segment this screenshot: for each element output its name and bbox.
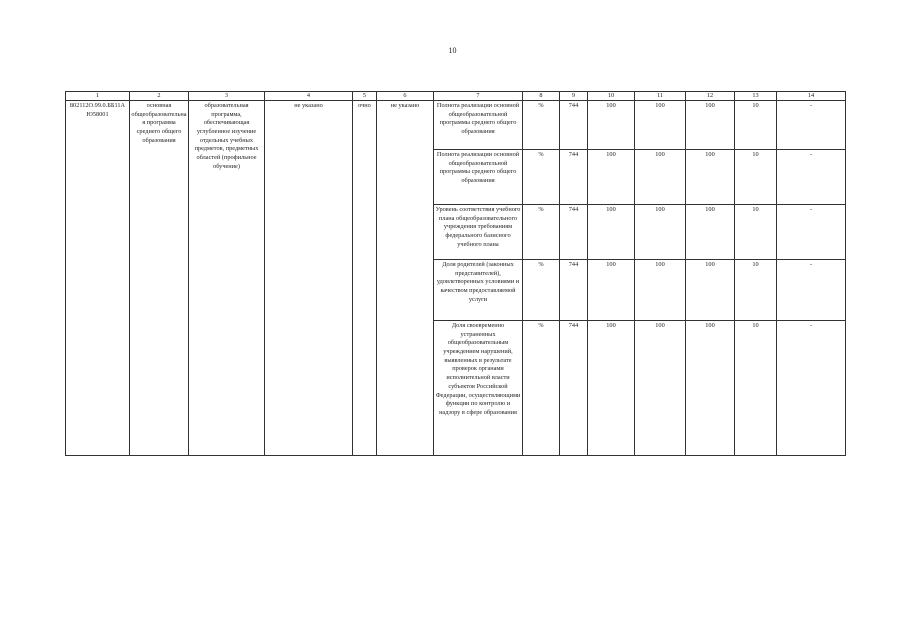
indicator-name-cell: Полнота реализации основной общеобразовательной программы среднего общего образования	[434, 150, 523, 205]
value-cell: 100	[588, 101, 635, 150]
deviation-cell: 10	[735, 321, 777, 456]
column-header: 13	[735, 92, 777, 101]
unit-cell: %	[523, 321, 560, 456]
column-header: 7	[434, 92, 523, 101]
note-cell: -	[777, 150, 846, 205]
program-type-cell: образовательная программа, обеспечивающая углубленное изучение отдельных учебных предметов, предметных областей (профильное обучение)	[189, 101, 265, 456]
okei-cell: 744	[560, 260, 588, 321]
value-cell: 100	[686, 101, 735, 150]
column-header: 14	[777, 92, 846, 101]
column-header: 1	[66, 92, 130, 101]
page-number: 10	[448, 46, 457, 55]
deviation-cell: 10	[735, 205, 777, 260]
column-header: 4	[265, 92, 353, 101]
services-quality-table	[65, 91, 846, 456]
indicator-name-cell: Уровень соответствия учебного плана общеобразовательного учреждения требованиям федерального базисного учебного плана	[434, 205, 523, 260]
category-cell: не указано	[265, 101, 353, 456]
value-cell: 100	[635, 205, 686, 260]
okei-cell: 744	[560, 321, 588, 456]
value-cell: 100	[686, 205, 735, 260]
column-header: 3	[189, 92, 265, 101]
note-cell: -	[777, 260, 846, 321]
program-cell: основная общеобразовательная программа среднего общего образования	[130, 101, 189, 456]
value-cell: 100	[635, 101, 686, 150]
value-cell: 100	[635, 321, 686, 456]
deviation-cell: 10	[735, 150, 777, 205]
note-cell: -	[777, 205, 846, 260]
unit-cell: %	[523, 101, 560, 150]
indicator-name-cell: Полнота реализации основной общеобразовательной программы среднего общего образования	[434, 101, 523, 150]
column-header: 2	[130, 92, 189, 101]
value-cell: 100	[588, 321, 635, 456]
value-cell: 100	[588, 150, 635, 205]
okei-cell: 744	[560, 205, 588, 260]
value-cell: 100	[635, 150, 686, 205]
unit-cell: %	[523, 205, 560, 260]
indicator-name-cell: Доля своевременно устраненных общеобразовательным учреждением нарушений, выявленных в результате проверок органами исполнительной власти субъектов Российской Федерации, осуществляющими функции по контролю и надзору в сфере образования	[434, 321, 523, 456]
value-cell: 100	[588, 205, 635, 260]
value-cell: 100	[635, 260, 686, 321]
column-header: 10	[588, 92, 635, 101]
deviation-cell: 10	[735, 101, 777, 150]
column-header: 12	[686, 92, 735, 101]
table-row	[66, 101, 846, 150]
deviation-cell: 10	[735, 260, 777, 321]
value-cell: 100	[686, 321, 735, 456]
okei-cell: 744	[560, 101, 588, 150]
okei-cell: 744	[560, 150, 588, 205]
column-header: 6	[377, 92, 434, 101]
column-header: 11	[635, 92, 686, 101]
value-cell: 100	[588, 260, 635, 321]
note-cell: -	[777, 321, 846, 456]
condition-cell: не указано	[377, 101, 434, 456]
column-header: 5	[353, 92, 377, 101]
unit-cell: %	[523, 260, 560, 321]
column-numbers-row	[66, 92, 846, 101]
column-header: 9	[560, 92, 588, 101]
unit-cell: %	[523, 150, 560, 205]
column-header: 8	[523, 92, 560, 101]
registry-number-cell: 802112О.99.0.ББ11АЮ58001	[66, 101, 130, 456]
form-cell: очно	[353, 101, 377, 456]
indicator-name-cell: Доля родителей (законных представителей), удовлетворенных условиями и качеством предоставляемой услуги	[434, 260, 523, 321]
note-cell: -	[777, 101, 846, 150]
value-cell: 100	[686, 150, 735, 205]
value-cell: 100	[686, 260, 735, 321]
